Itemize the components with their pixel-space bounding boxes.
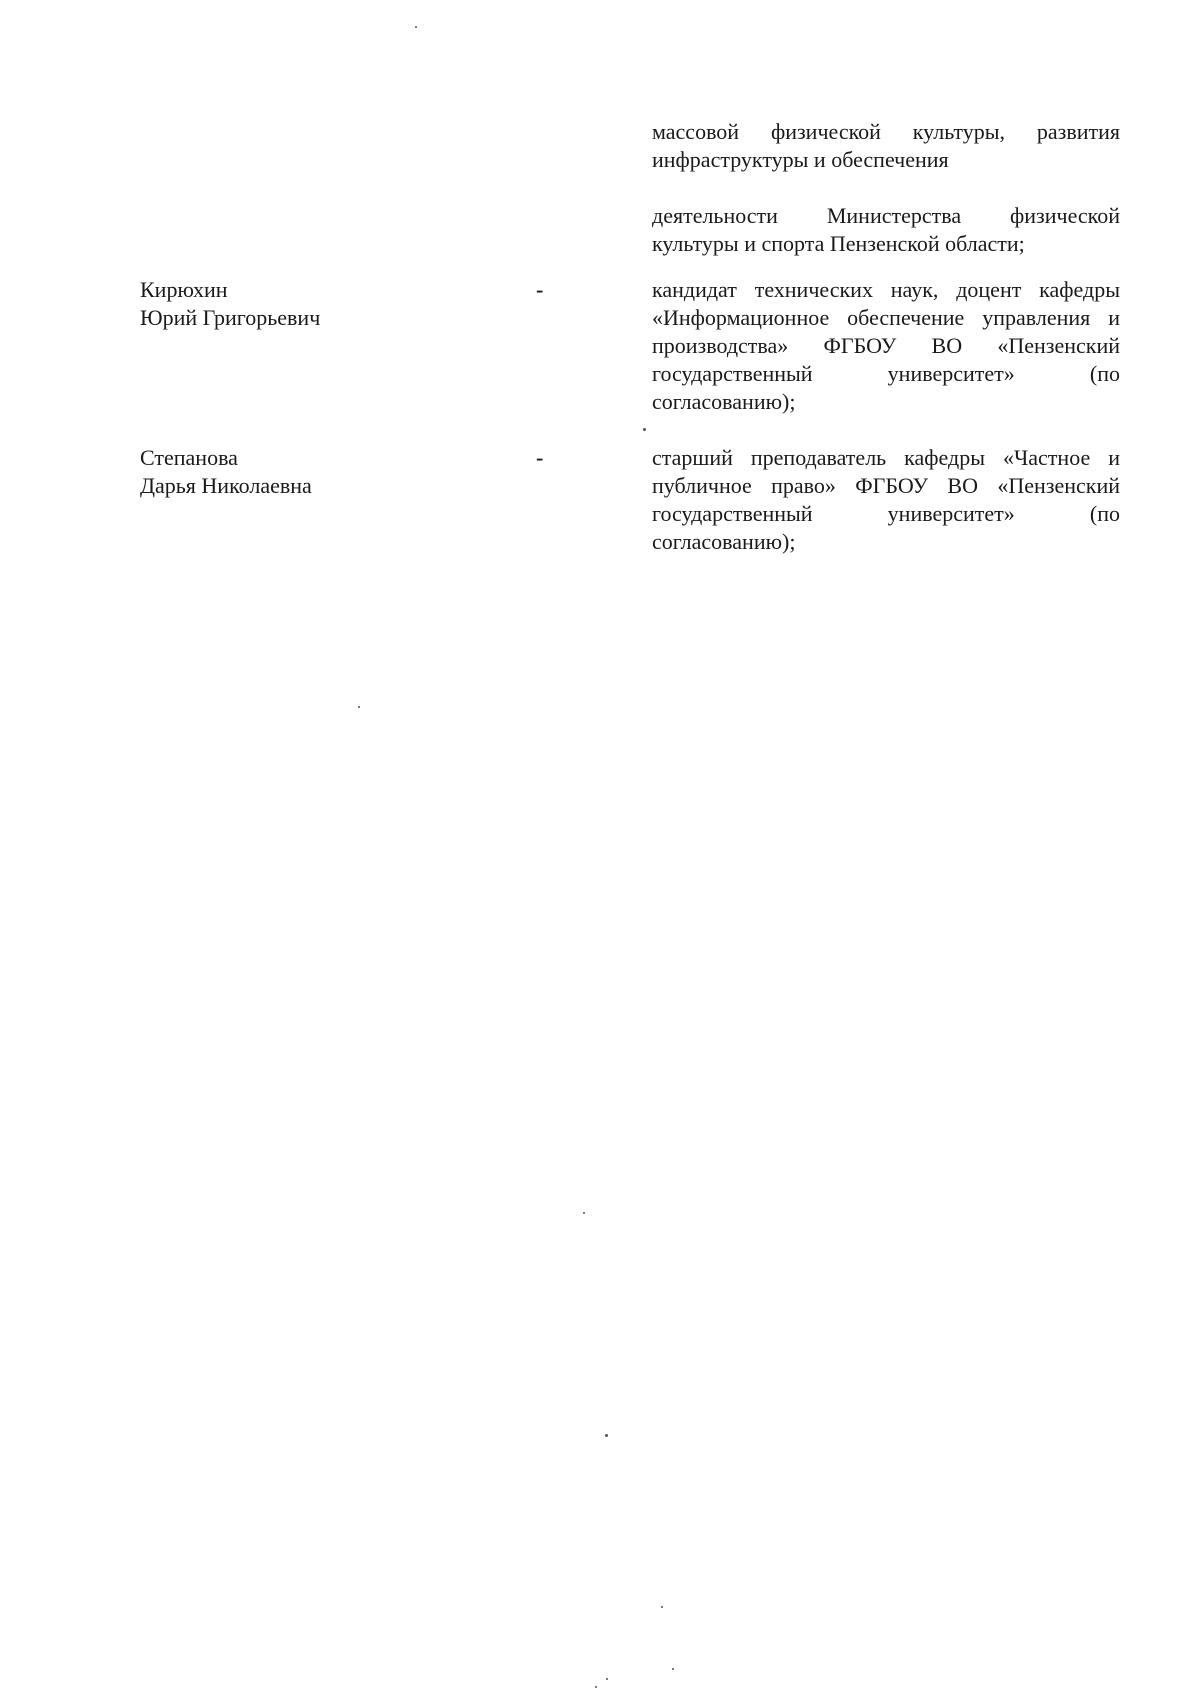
scan-speck [643, 428, 646, 431]
member-surname: Степанова [140, 445, 238, 470]
member-given-names: Дарья Николаевна [140, 473, 312, 498]
member-name [140, 444, 470, 500]
scan-speck [583, 1212, 585, 1214]
scan-speck [605, 1434, 608, 1437]
scan-speck [606, 1678, 608, 1680]
scan-speck [595, 1686, 597, 1688]
member-description: старший преподаватель кафедры «Частное и публичное право» ФГБОУ ВО «Пензенский государственный университет» (по согласованию); [652, 445, 1120, 554]
member-surname: Кирюхин [140, 277, 228, 302]
member-description: кандидат технических наук, доцент кафедры «Информационное обеспечение управления и производства» ФГБОУ ВО «Пензенский государственный университет» (по согласованию); [652, 277, 1120, 414]
member-given-names: Юрий Григорьевич [140, 305, 321, 330]
scan-speck [358, 706, 360, 708]
scan-speck [415, 26, 417, 28]
member-name [140, 276, 470, 332]
continuation-paragraph-1: массовой физической культуры, развития инфраструктуры и обеспечения [652, 119, 1120, 172]
separator-dash: - [536, 277, 544, 302]
separator-dash: - [536, 445, 544, 470]
scan-speck [661, 1606, 663, 1608]
continuation-paragraph-2: деятельности Министерства физической культуры и спорта Пензенской области; [652, 203, 1120, 256]
scan-speck [672, 1668, 674, 1670]
